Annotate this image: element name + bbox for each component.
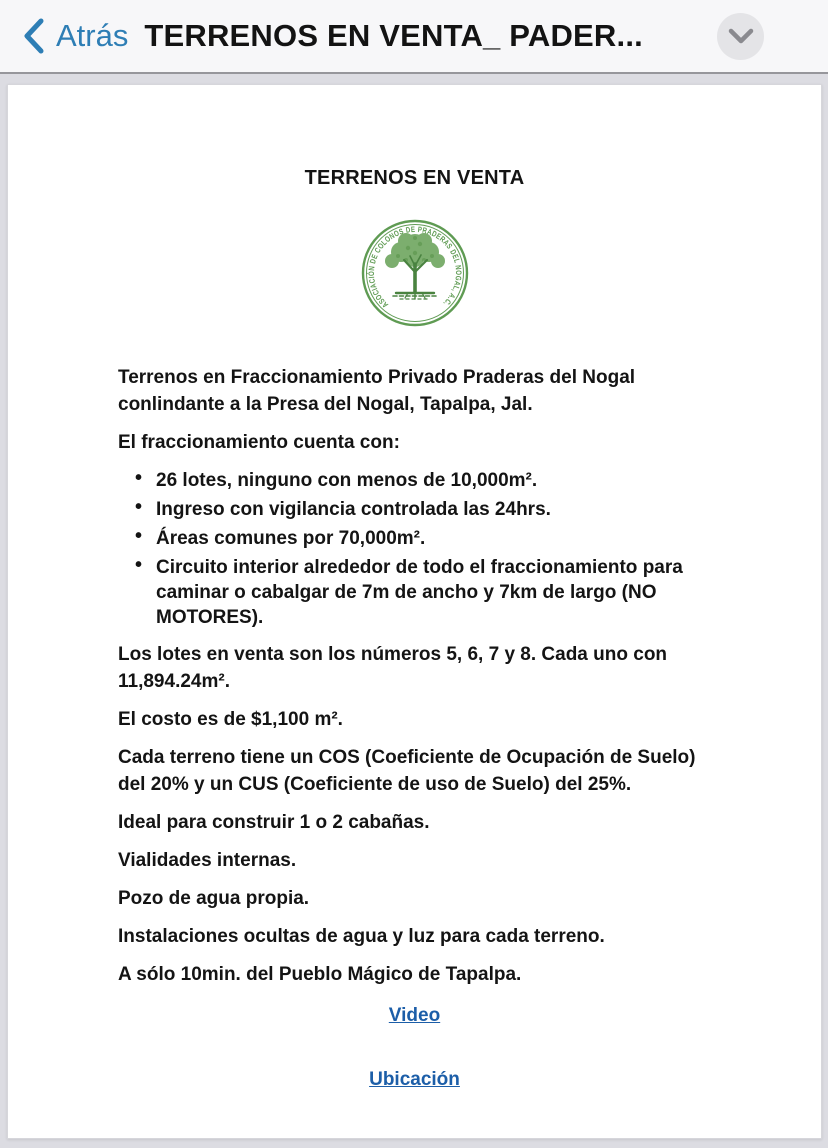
paragraph-features-intro: El fraccionamiento cuenta con:	[118, 432, 400, 453]
list-item: • Ingreso con vigilancia controlada las 24hrs.	[118, 493, 711, 522]
paragraph-price: El costo es de $1,100 m².	[118, 709, 343, 730]
back-button-label: Atrás	[56, 18, 129, 53]
document-body	[118, 364, 711, 1091]
collapse-header-button[interactable]	[717, 13, 764, 60]
video-link[interactable]: Video	[388, 1005, 441, 1026]
list-item: • 26 lotes, ninguno con menos de 10,000m².	[118, 464, 711, 493]
paragraph-lots: Los lotes en venta son los números 5, 6, 7 y 8. Cada uno con 11,894.24m².	[118, 644, 668, 692]
feature-list	[118, 464, 711, 630]
document-heading: TERRENOS EN VENTA	[304, 167, 525, 189]
association-seal-logo	[360, 218, 470, 328]
list-item: • Circuito interior alrededor de todo el fraccionamiento para caminar o cabalgar de 7m de ancho y 7km de largo (NO MOTORES).	[118, 551, 711, 630]
document-page	[7, 84, 822, 1139]
paragraph-utilities: Instalaciones ocultas de agua y luz para cada terreno.	[118, 926, 605, 947]
navigation-bar	[0, 0, 828, 74]
location-link[interactable]: Ubicación	[369, 1069, 460, 1090]
paragraph-intro: Terrenos en Fraccionamiento Privado Praderas del Nogal conlindante a la Presa del Nogal, Tapalpa, Jal.	[118, 367, 636, 415]
paragraph-well: Pozo de agua propia.	[118, 888, 310, 909]
paragraph-roads: Vialidades internas.	[118, 850, 297, 871]
logo-ring-text: ASOCIACIÓN DE COLONOS DE PRADERAS DEL NOGAL, A.C.	[366, 224, 463, 310]
paragraph-ideal: Ideal para construir 1 o 2 cabañas.	[118, 812, 430, 833]
paragraph-cos-cus: Cada terreno tiene un COS (Coeficiente de Ocupación de Suelo) del 20% y un CUS (Coeficiente de uso de Suelo) del 25%.	[118, 747, 696, 795]
back-button[interactable]	[22, 17, 128, 55]
back-chevron-icon	[22, 17, 46, 55]
list-item: • Áreas comunes por 70,000m².	[118, 522, 711, 551]
document-title-bar: TERRENOS EN VENTA_ PADER...	[144, 18, 643, 53]
paragraph-distance: A sólo 10min. del Pueblo Mágico de Tapalpa.	[118, 964, 522, 985]
chevron-down-icon	[728, 28, 754, 44]
